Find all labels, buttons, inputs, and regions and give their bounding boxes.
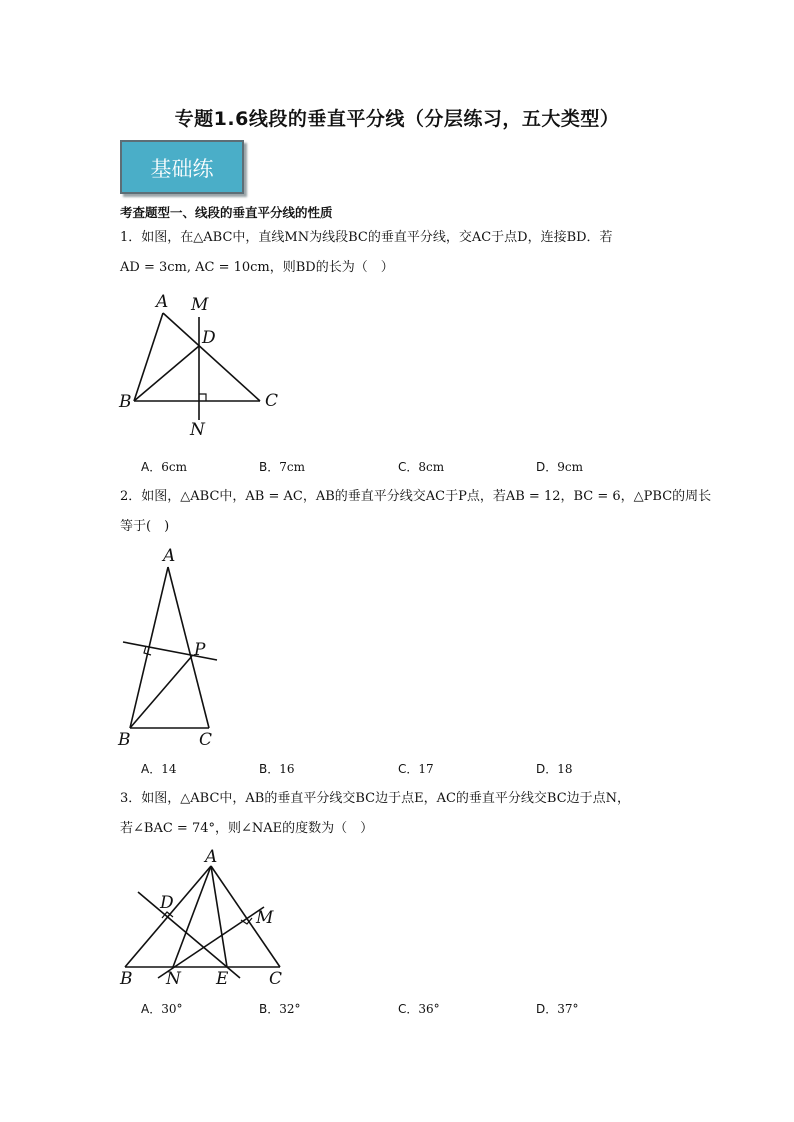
label-b: B [120,969,133,989]
question-3-line-2: 若∠BAC = 74°，则∠NAE的度数为（ ） [120,821,374,836]
label-a: A [205,847,218,867]
q2-option-b[interactable]: B．16 [259,762,295,776]
q1-option-a[interactable]: A．6cm [141,460,187,474]
label-e: E [216,969,229,989]
bisector-ab [138,892,240,978]
label-p: P [194,640,206,660]
page-title: 专题1.6线段的垂直平分线（分层练习，五大类型） [174,108,620,130]
label-n: N [166,969,181,989]
question-3-line-1: 3．如图，△ABC中，AB的垂直平分线交BC边于点E，AC的垂直平分线交BC边于点N， [120,791,631,806]
question-2-line-2: 等于( ) [120,519,170,534]
q1-option-b[interactable]: B．7cm [259,460,305,474]
label-c: C [265,391,279,411]
label-m: M [256,908,274,928]
q3-option-d[interactable]: D．37° [536,1002,579,1016]
q2-option-c[interactable]: C．17 [398,762,434,776]
section-heading: 考查题型一、线段的垂直平分线的性质 [120,205,333,220]
label-c: C [269,969,283,989]
label-b: B [119,392,132,412]
label-c: C [199,730,213,750]
segment-ae [211,866,227,967]
label-n: N [190,420,205,440]
question-2-line-1: 2．如图，△ABC中，AB = AC，AB的垂直平分线交AC于P点，若AB = 12，BC = 6，△PBC的周长 [120,489,712,504]
q1-option-c[interactable]: C．8cm [398,460,445,474]
question-1-line-1: 1．如图，在△ABC中，直线MN为线段BC的垂直平分线，交AC于点D，连接BD．若 [120,230,613,245]
label-a: A [163,546,176,566]
q2-option-d[interactable]: D．18 [536,762,573,776]
label-a: A [156,292,169,312]
level-badge-label: 基础练 [150,157,214,181]
label-d: D [160,893,174,913]
q3-option-c[interactable]: C．36° [398,1002,440,1016]
label-m: M [191,295,209,315]
q1-option-d[interactable]: D．9cm [536,460,583,474]
segment-an [173,866,211,967]
question-1-line-2: AD = 3cm, AC = 10cm，则BD的长为（ ） [120,260,394,275]
q3-option-a[interactable]: A．30° [141,1002,183,1016]
label-d: D [202,328,216,348]
q2-option-a[interactable]: A．14 [141,762,177,776]
q3-option-b[interactable]: B．32° [259,1002,301,1016]
label-b: B [118,730,131,750]
